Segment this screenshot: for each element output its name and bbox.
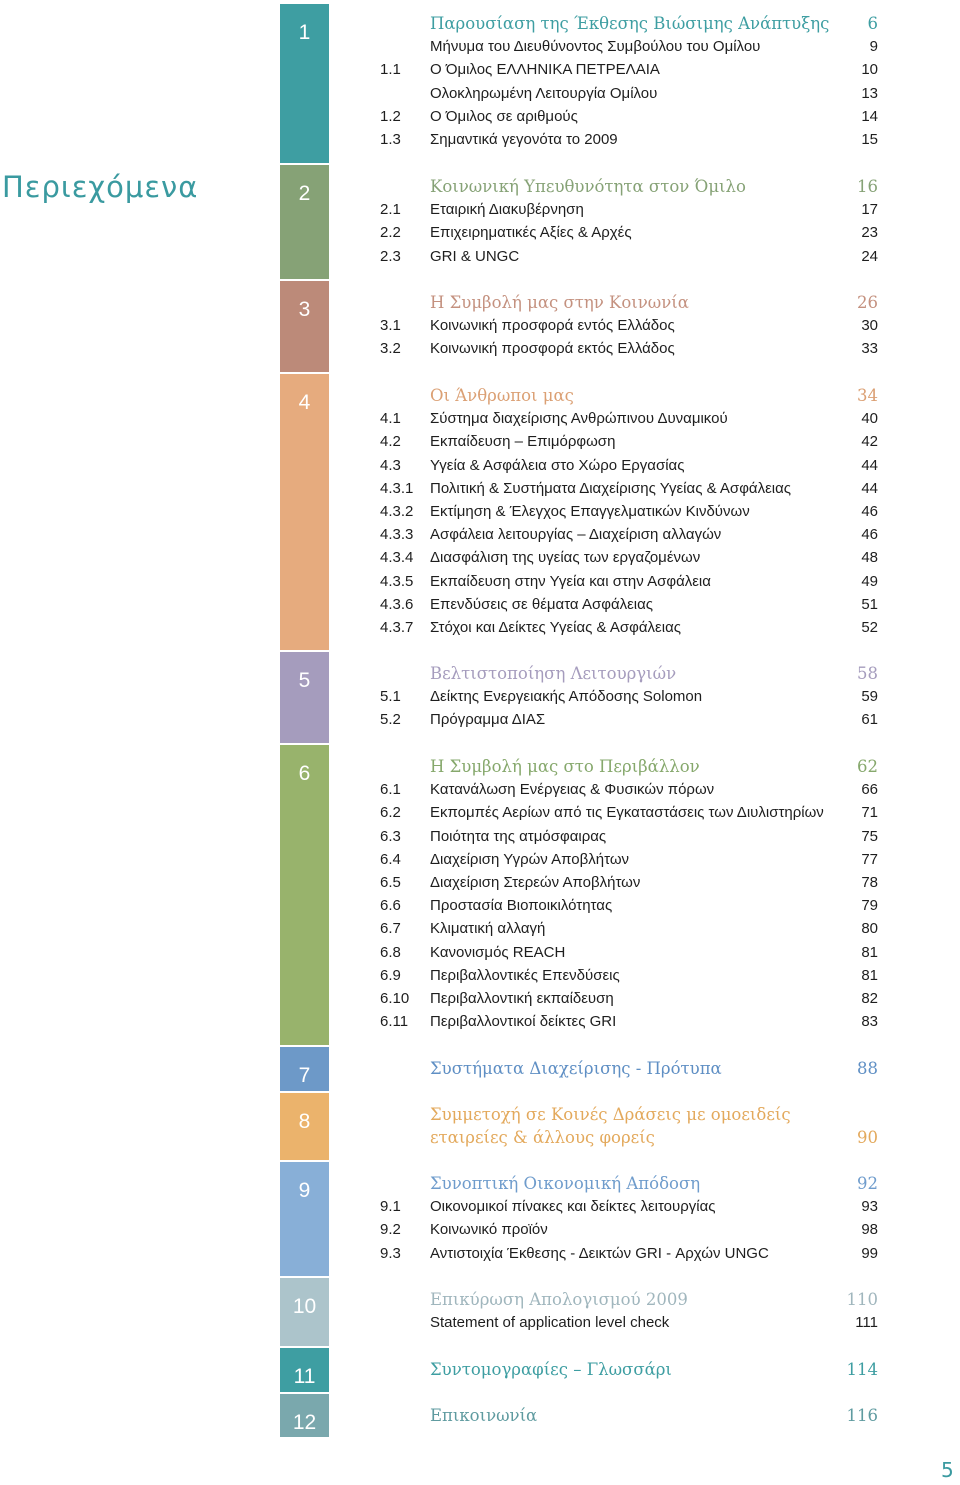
entry-title: Σημαντικά γεγονότα το 2009	[430, 130, 618, 148]
toc-entry[interactable]	[380, 245, 880, 268]
toc-entry[interactable]	[380, 221, 880, 244]
toc-section-4	[380, 384, 880, 639]
toc-entry[interactable]	[380, 337, 880, 360]
entry-number: 4.3.7	[380, 618, 414, 636]
entry-page: 78	[861, 873, 878, 891]
toc-entry[interactable]	[380, 848, 880, 871]
entry-title: Κοινωνική προσφορά εκτός Ελλάδος	[430, 340, 675, 358]
entry-title: Διαχείριση Στερεών Αποβλήτων	[430, 873, 641, 891]
chapter-bar-segment-2	[280, 163, 329, 279]
entry-number: 6.1	[380, 781, 401, 799]
chapter-title: Επικύρωση Απολογισμού 2009	[430, 1290, 688, 1309]
entry-title: Μήνυμα του Διευθύνοντος Συμβούλου του Ομίλου	[430, 38, 761, 56]
chapter-bar-segment-4	[280, 372, 329, 650]
toc-entry[interactable]	[380, 917, 880, 940]
chapter-page: 26	[857, 293, 878, 312]
entry-number: 6.5	[380, 873, 401, 891]
toc-chapter-heading[interactable]	[380, 1057, 880, 1080]
chapter-page: 16	[857, 177, 878, 196]
entry-title: Περιβαλλοντική εκπαίδευση	[430, 989, 614, 1007]
entry-title: Σύστημα διαχείρισης Ανθρώπινου Δυναμικού	[430, 410, 728, 428]
entry-number: 2.3	[380, 247, 401, 265]
entry-page: 17	[861, 201, 878, 219]
entry-number: 2.1	[380, 201, 401, 219]
toc-section-6	[380, 755, 880, 1033]
toc-entry[interactable]	[380, 1311, 880, 1334]
entry-number: 5.2	[380, 711, 401, 729]
chapter-bar-segment-8	[280, 1091, 329, 1160]
toc-entry[interactable]	[380, 82, 880, 105]
toc-section-8	[380, 1103, 880, 1149]
chapter-title: Συντομογραφίες – Γλωσσάρι	[430, 1360, 672, 1379]
entry-title: Ο Όμιλος σε αριθμούς	[430, 107, 578, 125]
entry-page: 33	[861, 340, 878, 358]
entry-page: 14	[861, 107, 878, 125]
entry-number: 6.10	[380, 989, 410, 1007]
entry-number: 4.1	[380, 410, 401, 428]
toc-entry[interactable]	[380, 964, 880, 987]
toc-section-11	[380, 1358, 880, 1381]
toc-section-12	[380, 1404, 880, 1427]
entry-page: 75	[861, 827, 878, 845]
entry-title: Κοινωνική προσφορά εντός Ελλάδος	[430, 317, 675, 335]
entry-number: 6.9	[380, 966, 401, 984]
toc-entry[interactable]	[380, 477, 880, 500]
chapter-bar-segment-7	[280, 1045, 329, 1091]
entry-title: GRI & UNGC	[430, 247, 520, 265]
entry-title: Εκτίμηση & Έλεγχος Επαγγελματικών Κινδύνων	[430, 502, 750, 520]
entry-title: Διαχείριση Υγρών Αποβλήτων	[430, 850, 630, 868]
entry-title: Διασφάλιση της υγείας των εργαζομένων	[430, 549, 701, 567]
chapter-bar-segment-11	[280, 1346, 329, 1392]
toc-entry[interactable]	[380, 1195, 880, 1218]
toc-chapter-heading[interactable]	[380, 1172, 880, 1195]
entry-page: 80	[861, 920, 878, 938]
entry-page: 82	[861, 989, 878, 1007]
entry-number: 6.7	[380, 920, 401, 938]
entry-page: 46	[861, 502, 878, 520]
chapter-page: 88	[857, 1059, 878, 1078]
entry-number: 4.3.3	[380, 526, 414, 544]
entry-number: 4.2	[380, 433, 401, 451]
toc-section-10	[380, 1288, 880, 1334]
page-number: 5	[941, 1458, 954, 1482]
toc-chapter-heading[interactable]	[380, 384, 880, 407]
toc-entry[interactable]	[380, 801, 880, 824]
chapter-number: 8	[298, 1110, 311, 1133]
entry-title: Αντιστοιχία Έκθεσης - Δεικτών GRI - Αρχών UNGC	[430, 1244, 769, 1262]
toc-entry[interactable]	[380, 708, 880, 731]
toc-entry[interactable]	[380, 1218, 880, 1241]
chapter-title: Παρουσίαση της Έκθεσης Βιώσιμης Ανάπτυξης	[430, 14, 830, 33]
chapter-bar-segment-5	[280, 650, 329, 743]
chapter-page: 34	[857, 386, 878, 405]
chapter-title: Συμμετοχή σε Κοινές Δράσεις με ομοειδείς εταιρείες & άλλους φορείς	[430, 1105, 791, 1148]
entry-title: Επενδύσεις σε θέματα Ασφάλειας	[430, 595, 654, 613]
toc-entry[interactable]	[380, 894, 880, 917]
toc-entry[interactable]	[380, 314, 880, 337]
toc-chapter-heading[interactable]	[380, 1288, 880, 1311]
chapter-number: 4	[298, 391, 311, 414]
toc-entry[interactable]	[380, 593, 880, 616]
entry-title: Περιβαλλοντικές Επενδύσεις	[430, 966, 620, 984]
entry-number: 6.8	[380, 943, 401, 961]
toc-entry[interactable]	[380, 616, 880, 639]
entry-title: Εταιρική Διακυβέρνηση	[430, 201, 584, 219]
chapter-bar-segment-6	[280, 743, 329, 1045]
entry-number: 6.2	[380, 804, 401, 822]
toc-entry[interactable]	[380, 500, 880, 523]
toc-section-2	[380, 175, 880, 268]
entry-title: Πολιτική & Συστήματα Διαχείρισης Υγείας & Ασφάλειας	[430, 479, 792, 497]
chapter-bar-segment-9	[280, 1160, 329, 1276]
entry-title: Εκπομπές Αερίων από τις Εγκαταστάσεις των Διυλιστηρίων	[430, 804, 824, 822]
entry-page: 42	[861, 433, 878, 451]
toc-section-7	[380, 1057, 880, 1080]
entry-title: Υγεία & Ασφάλεια στο Χώρο Εργασίας	[430, 456, 685, 474]
entry-title: Ασφάλεια λειτουργίας – Διαχείριση αλλαγών	[430, 526, 722, 544]
entry-title: Δείκτης Ενεργειακής Απόδοσης Solomon	[430, 688, 703, 706]
entry-page: 9	[869, 38, 878, 56]
entry-number: 6.3	[380, 827, 401, 845]
entry-title: Κανονισμός REACH	[430, 943, 566, 961]
entry-page: 23	[861, 224, 878, 242]
toc-entry[interactable]	[380, 570, 880, 593]
chapter-page: 110	[846, 1290, 878, 1309]
entry-page: 81	[861, 966, 878, 984]
chapter-number: 3	[298, 298, 311, 321]
chapter-page: 116	[846, 1406, 878, 1425]
entry-title: Εκπαίδευση – Επιμόρφωση	[430, 433, 616, 451]
toc-entry[interactable]	[380, 454, 880, 477]
entry-page: 71	[861, 804, 878, 822]
entry-page: 44	[861, 479, 878, 497]
chapter-number: 2	[298, 182, 311, 205]
entry-number: 1.2	[380, 107, 401, 125]
toc-entry[interactable]	[380, 58, 880, 81]
entry-page: 66	[861, 781, 878, 799]
entry-number: 4.3.2	[380, 502, 414, 520]
chapter-bar-segment-1	[280, 4, 329, 163]
chapter-number: 5	[298, 669, 311, 692]
entry-page: 51	[861, 595, 878, 613]
entry-page: 79	[861, 897, 878, 915]
entry-title: Εκπαίδευση στην Υγεία και στην Ασφάλεια	[430, 572, 711, 590]
chapter-title: Η Συμβολή μας στην Κοινωνία	[430, 293, 689, 312]
entry-title: Προστασία Βιοποικιλότητας	[430, 897, 613, 915]
chapter-title: Συστήματα Διαχείρισης - Πρότυπα	[430, 1059, 722, 1078]
entry-number: 3.1	[380, 317, 401, 335]
entry-number: 1.1	[380, 61, 401, 79]
toc-chapter-heading[interactable]	[380, 12, 880, 35]
entry-title: Ολοκληρωμένη Λειτουργία Ομίλου	[430, 84, 658, 102]
entry-number: 4.3.6	[380, 595, 414, 613]
chapter-bar-segment-10	[280, 1276, 329, 1346]
entry-title: Οικονομικοί πίνακες και δείκτες λειτουργίας	[430, 1198, 716, 1216]
entry-title: Ποιότητα της ατμόσφαιρας	[430, 827, 607, 845]
entry-number: 4.3.1	[380, 479, 414, 497]
entry-number: 6.6	[380, 897, 401, 915]
toc-chapter-heading[interactable]	[380, 1103, 880, 1149]
chapter-number: 1	[298, 21, 311, 44]
entry-page: 49	[861, 572, 878, 590]
toc-entry[interactable]	[380, 523, 880, 546]
entry-page: 13	[861, 84, 878, 102]
toc-section-3	[380, 291, 880, 361]
entry-title: Στόχοι και Δείκτες Υγείας & Ασφάλειας	[430, 618, 681, 636]
toc-chapter-heading[interactable]	[380, 175, 880, 198]
chapter-bar-segment-3	[280, 279, 329, 372]
chapter-page: 114	[846, 1360, 878, 1379]
entry-page: 44	[861, 456, 878, 474]
entry-number: 4.3.5	[380, 572, 414, 590]
entry-page: 52	[861, 618, 878, 636]
toc-entry[interactable]	[380, 407, 880, 430]
entry-page: 40	[861, 410, 878, 428]
entry-number: 3.2	[380, 340, 401, 358]
entry-number: 6.4	[380, 850, 401, 868]
entry-number: 6.11	[380, 1013, 409, 1031]
toc-entry[interactable]	[380, 987, 880, 1010]
entry-number: 4.3	[380, 456, 401, 474]
toc-entry[interactable]	[380, 105, 880, 128]
entry-number: 1.3	[380, 130, 401, 148]
chapter-page: 92	[857, 1174, 878, 1193]
page-title: Περιεχόμενα	[2, 170, 199, 204]
entry-page: 59	[861, 688, 878, 706]
toc-entry[interactable]	[380, 1242, 880, 1265]
toc-entry[interactable]	[380, 128, 880, 151]
toc-entry[interactable]	[380, 35, 880, 58]
chapter-title: Επικοινωνία	[430, 1406, 538, 1425]
toc-entry[interactable]	[380, 685, 880, 708]
chapter-bar-segment-12	[280, 1392, 329, 1437]
toc-entry[interactable]	[380, 871, 880, 894]
chapter-number: 10	[292, 1295, 317, 1318]
chapter-page: 6	[867, 14, 878, 33]
chapter-page: 58	[857, 664, 878, 683]
chapter-title: Βελτιστοποίηση Λειτουργιών	[430, 664, 677, 683]
toc-section-9	[380, 1172, 880, 1265]
entry-number: 9.3	[380, 1244, 401, 1262]
chapter-number: 7	[298, 1064, 311, 1087]
toc-entry[interactable]	[380, 546, 880, 569]
entry-page: 61	[861, 711, 878, 729]
toc-entry[interactable]	[380, 430, 880, 453]
chapter-number: 11	[293, 1365, 316, 1388]
entry-page: 111	[855, 1314, 878, 1332]
toc-entry[interactable]	[380, 1010, 880, 1033]
entry-number: 9.2	[380, 1221, 401, 1239]
entry-page: 48	[861, 549, 878, 567]
entry-title: Ο Όμιλος ΕΛΛΗΝΙΚΑ ΠΕΤΡΕΛΑΙΑ	[430, 61, 660, 79]
entry-page: 98	[861, 1221, 878, 1239]
entry-title: Πρόγραμμα ΔΙΑΣ	[430, 711, 546, 729]
entry-number: 5.1	[380, 688, 401, 706]
entry-page: 77	[861, 850, 878, 868]
entry-number: 9.1	[380, 1198, 401, 1216]
toc-section-1	[380, 12, 880, 151]
entry-title: Statement of application level check	[430, 1314, 670, 1332]
entry-page: 24	[861, 247, 878, 265]
toc-chapter-heading[interactable]	[380, 1358, 880, 1381]
entry-page: 99	[861, 1244, 878, 1262]
chapter-page: 62	[857, 757, 878, 776]
toc-section-5	[380, 662, 880, 732]
entry-title: Κλιματική αλλαγή	[430, 920, 546, 938]
toc-entry[interactable]	[380, 825, 880, 848]
chapter-title: Συνοπτική Οικονομική Απόδοση	[430, 1174, 701, 1193]
toc-entry[interactable]	[380, 778, 880, 801]
chapter-number: 9	[298, 1179, 311, 1202]
entry-number: 4.3.4	[380, 549, 414, 567]
entry-number: 2.2	[380, 224, 401, 242]
chapter-page: 90	[857, 1128, 878, 1148]
entry-title: Περιβαλλοντικοί δείκτες GRI	[430, 1013, 617, 1031]
toc-chapter-heading[interactable]	[380, 1404, 880, 1427]
chapter-title: Η Συμβολή μας στο Περιβάλλον	[430, 757, 700, 776]
entry-page: 81	[861, 943, 878, 961]
entry-title: Επιχειρηματικές Αξίες & Αρχές	[430, 224, 632, 242]
toc-entry[interactable]	[380, 198, 880, 221]
entry-page: 15	[861, 130, 878, 148]
entry-page: 46	[861, 526, 878, 544]
chapter-title: Κοινωνική Υπευθυνότητα στον Όμιλο	[430, 177, 746, 196]
entry-page: 83	[861, 1013, 878, 1031]
entry-title: Κοινωνικό προϊόν	[430, 1221, 548, 1239]
entry-page: 10	[861, 61, 878, 79]
toc-chapter-heading[interactable]	[380, 662, 880, 685]
entry-page: 30	[861, 317, 878, 335]
toc-chapter-heading[interactable]	[380, 755, 880, 778]
entry-title: Κατανάλωση Ενέργειας & Φυσικών πόρων	[430, 781, 715, 799]
chapter-title: Οι Άνθρωποι μας	[430, 386, 574, 405]
entry-page: 93	[861, 1198, 878, 1216]
toc-entry[interactable]	[380, 941, 880, 964]
toc-chapter-heading[interactable]	[380, 291, 880, 314]
chapter-number: 6	[298, 762, 311, 785]
chapter-number: 12	[292, 1411, 317, 1434]
